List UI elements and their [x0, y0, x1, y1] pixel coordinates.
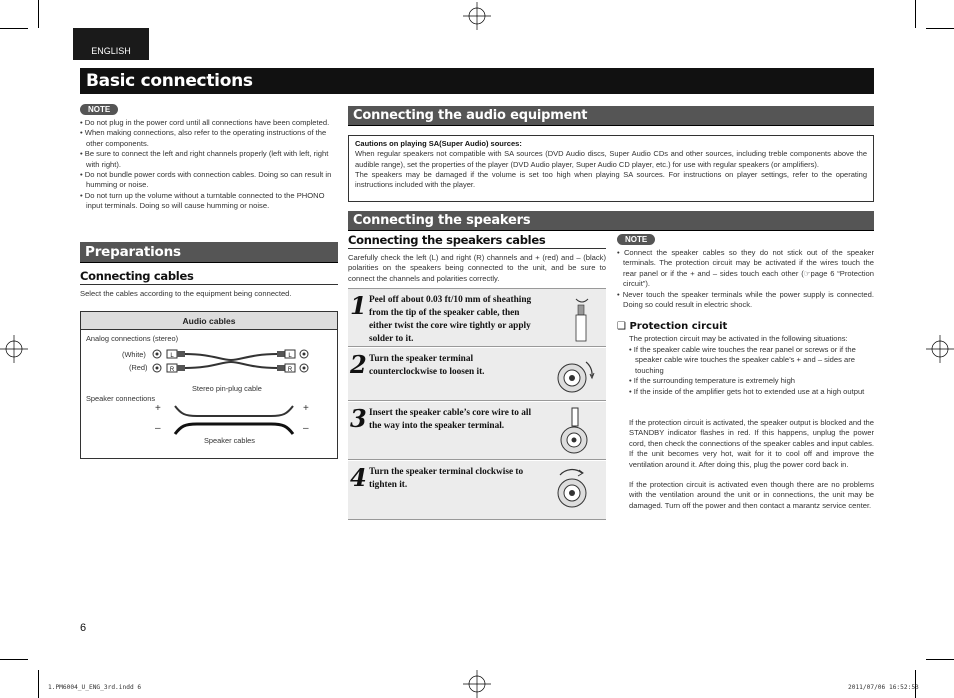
note-item: • Never touch the speaker terminals while the power supply is connected. Doing so could result in electric shock. [617, 290, 874, 311]
protection-item: • If the surrounding temperature is extremely high [629, 376, 874, 386]
caution-paragraph: When regular speakers not compatible with SA sources (DVD Audio discs, Super Audio CDs and other sources, including treble components above the audible range), set the properties of the player (DVD Audio player, Super Audio CD player, etc.) for use with regular speakers (or amplifiers). [355, 149, 867, 169]
caution-box [348, 135, 874, 202]
pin-plug-cable-icon [151, 346, 311, 376]
analog-label: Analog connections (stereo) [86, 334, 179, 343]
protection-item: • If the speaker cable wire touches the rear panel or screws or if the speaker cable wire touches the speaker cable’s + and – sides are touching [629, 345, 874, 376]
page-number: 6 [80, 622, 87, 634]
sub-heading-connecting-cables: Connecting cables [80, 269, 338, 285]
note-badge: NOTE [80, 104, 118, 115]
audio-cables-header: Audio cables [81, 312, 337, 330]
caution-paragraph: The speakers may be damaged if the volume is set too high when playing SA sources. For instructions on player settings, refer to the operating instructions included with the player. [355, 169, 867, 190]
caution-title: Cautions on playing SA(Super Audio) sources: [355, 139, 522, 148]
step-1 [348, 288, 606, 347]
speaker-cable-icon [169, 404, 299, 436]
protection-heading-text: Protection circuit [629, 321, 728, 332]
crop-mark [926, 659, 954, 660]
section-heading-speakers: Connecting the speakers [348, 211, 874, 231]
minus-left: – [155, 423, 161, 434]
protection-intro: The protection circuit may be activated in the following situations: [629, 334, 848, 343]
step-4 [348, 461, 606, 520]
crop-mark [915, 0, 916, 28]
terminal-insert-icon [552, 406, 596, 456]
svg-text:R: R [169, 367, 175, 373]
note-item: • Do not turn up the volume without a turntable connected to the PHONO input terminals. Doing so will cause humming or noise. [80, 191, 335, 212]
crop-mark [38, 0, 39, 28]
terminal-tighten-icon [552, 467, 596, 515]
step-2 [348, 348, 606, 401]
step-number: 4 [350, 463, 367, 492]
section-heading-audio-equipment: Connecting the audio equipment [348, 106, 874, 126]
protection-list [629, 345, 874, 397]
note-list [80, 118, 335, 212]
protection-paragraph: If the protection circuit is activated even though there are no problems with the ventilation around the unit or in connections, the unit may be damaged. Turn off the power and then contact a marantz service center. [629, 480, 874, 510]
audio-cables-box [80, 311, 338, 459]
plus-right: + [303, 403, 309, 414]
speakers-intro: Carefully check the left (L) and right (R) channels and + (red) and – (black) polarities on the speakers being connected to the unit, and be sure to connect the channels and polarities correctly. [348, 253, 606, 283]
red-label: (Red) [129, 363, 148, 372]
step-text: Insert the speaker cable’s core wire to all the way into the speaker terminal. [369, 408, 532, 431]
language-tab: ENGLISH [73, 28, 149, 60]
protection-paragraph: If the protection circuit is activated, the speaker output is blocked and the STANDBY indicator flashes in red. If this happens, unplug the power cord, then check the connections of the speaker cables and input cables. If the unit becomes very hot, wait for it to cool off and improve the ventilation around it. After doing this, plug the power cord back in. [629, 418, 874, 469]
checkbox-icon: ❑ [617, 321, 630, 332]
cable-tip-icon [566, 295, 596, 343]
crop-mark [926, 28, 954, 29]
pin-cable-label: Stereo pin-plug cable [192, 384, 262, 393]
note-list [617, 248, 874, 310]
plus-left: + [155, 403, 161, 414]
step-number: 2 [350, 350, 367, 379]
step-text: Turn the speaker terminal counterclockwise to loosen it. [369, 354, 485, 377]
step-3 [348, 402, 606, 460]
note-item: • Be sure to connect the left and right channels properly (left with left, right with right). [80, 149, 335, 170]
note-item: • Connect the speaker cables so they do not stick out of the speaker terminals. The protection circuit may be activated if the wires touch the rear panel or if the + and – sides touch each other (☞page 6 “Protection circuit”). [617, 248, 874, 290]
crop-mark [0, 28, 28, 29]
minus-right: – [303, 423, 309, 434]
registration-mark [926, 335, 954, 363]
sub-heading-speaker-cables: Connecting the speakers cables [348, 233, 606, 249]
note-item: • When making connections, also refer to the operating instructions of the other components. [80, 128, 335, 149]
step-text: Peel off about 0.03 ft/10 mm of sheathing from the tip of the speaker cable, then either twist the core wire tightly or apply solder to it. [369, 295, 532, 344]
protection-heading [617, 321, 727, 332]
step-number: 1 [350, 291, 367, 320]
crop-mark [0, 659, 28, 660]
terminal-loosen-icon [552, 354, 596, 398]
step-number: 3 [350, 404, 367, 433]
registration-mark [463, 2, 491, 30]
note-item: • Do not bundle power cords with connection cables. Doing so can result in humming or noise. [80, 170, 335, 191]
note-item: • Do not plug in the power cord until all connections have been completed. [80, 118, 335, 128]
registration-mark [463, 670, 491, 698]
white-label: (White) [122, 350, 146, 359]
svg-text:L: L [288, 353, 292, 359]
crop-mark [38, 670, 39, 698]
footer-timestamp: 2011/07/06 16:52:53 [848, 684, 919, 691]
speaker-cables-label: Speaker cables [204, 436, 255, 445]
step-text: Turn the speaker terminal clockwise to tighten it. [369, 467, 524, 490]
svg-text:L: L [170, 353, 174, 359]
speaker-connections-label: Speaker connections [86, 394, 156, 403]
protection-item: • If the inside of the amplifier gets hot to extended use at a high output [629, 387, 874, 397]
svg-text:R: R [287, 367, 293, 373]
page-title: Basic connections [80, 68, 874, 94]
footer-file: 1.PM6004_U_ENG_3rd.indd 6 [48, 684, 142, 691]
section-heading-preparations: Preparations [80, 242, 338, 263]
note-badge: NOTE [617, 234, 655, 245]
registration-mark [0, 335, 28, 363]
cables-description: Select the cables according to the equipment being connected. [80, 289, 292, 298]
